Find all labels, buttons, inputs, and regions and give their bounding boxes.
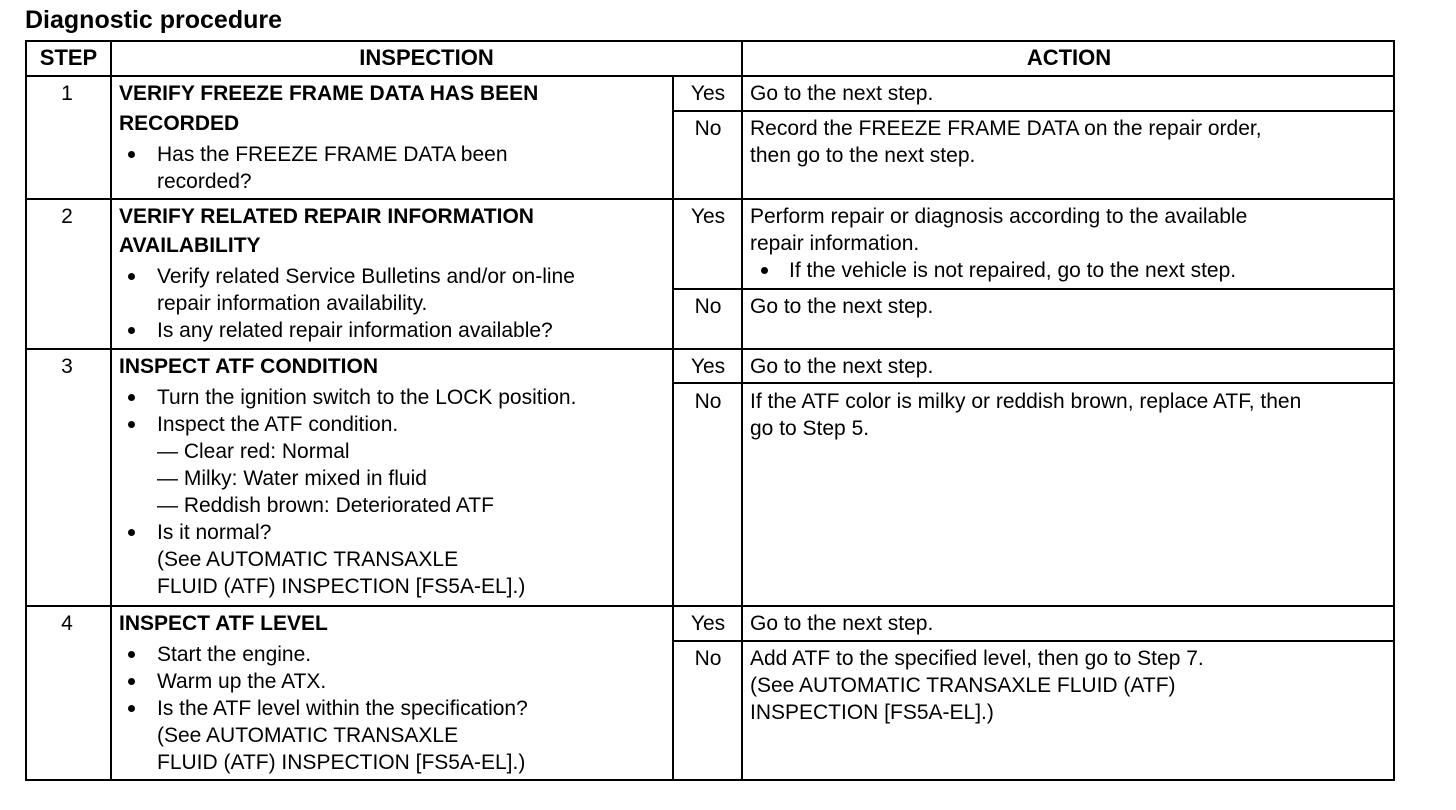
inspection-text: Warm up the ATX. xyxy=(157,670,327,693)
inspection-text: Has the FREEZE FRAME DATA been xyxy=(157,143,508,166)
step-number: 4 xyxy=(61,612,73,635)
divider xyxy=(672,382,1395,384)
inspection-text: Is it normal? xyxy=(157,521,272,544)
inspection-text: Inspect the ATF condition. xyxy=(157,413,399,436)
action-text: If the vehicle is not repaired, go to the next step. xyxy=(789,259,1237,282)
divider xyxy=(25,348,1395,350)
action-text: go to Step 5. xyxy=(750,417,870,440)
step-number: 2 xyxy=(61,205,73,228)
step-number: 3 xyxy=(61,355,73,378)
inspection-text: Is the ATF level within the specification? xyxy=(157,697,528,720)
action-text: repair information. xyxy=(750,232,920,255)
divider xyxy=(110,40,112,781)
divider xyxy=(25,75,1395,77)
yes-label: Yes xyxy=(690,612,726,635)
step-title: RECORDED xyxy=(119,112,240,135)
inspection-text: Verify related Service Bulletins and/or on-line xyxy=(157,265,575,288)
action-text: then go to the next step. xyxy=(750,144,976,167)
no-label: No xyxy=(694,390,722,413)
bullet-icon xyxy=(128,327,135,334)
divider xyxy=(25,198,1395,200)
action-text: Go to the next step. xyxy=(750,355,934,378)
bullet-icon xyxy=(128,705,135,712)
header-step: STEP xyxy=(39,45,98,70)
inspection-text: repair information availability. xyxy=(157,292,428,315)
divider xyxy=(672,76,674,781)
yes-label: Yes xyxy=(690,82,726,105)
inspection-text: — Reddish brown: Deteriorated ATF xyxy=(157,494,494,517)
bullet-icon xyxy=(128,151,135,158)
action-text: (See AUTOMATIC TRANSAXLE FLUID (ATF) xyxy=(750,674,1176,697)
divider xyxy=(672,640,1395,642)
action-text: Go to the next step. xyxy=(750,295,934,318)
inspection-text: FLUID (ATF) INSPECTION [FS5A-EL].) xyxy=(157,575,526,598)
inspection-text: — Milky: Water mixed in fluid xyxy=(157,467,427,490)
action-text: Add ATF to the specified level, then go to Step 7. xyxy=(750,647,1204,670)
action-text: Go to the next step. xyxy=(750,612,934,635)
step-title: INSPECT ATF LEVEL xyxy=(119,612,328,635)
bullet-icon xyxy=(761,267,768,274)
step-title: INSPECT ATF CONDITION xyxy=(119,355,378,378)
step-title: AVAILABILITY xyxy=(119,234,261,257)
no-label: No xyxy=(694,117,722,140)
step-title: VERIFY FREEZE FRAME DATA HAS BEEN xyxy=(119,82,539,105)
yes-label: Yes xyxy=(690,355,726,378)
divider xyxy=(672,110,1395,112)
no-label: No xyxy=(694,295,722,318)
bullet-icon xyxy=(128,529,135,536)
action-text: Perform repair or diagnosis according to the available xyxy=(750,205,1248,228)
inspection-text: — Clear red: Normal xyxy=(157,440,350,463)
inspection-text: (See AUTOMATIC TRANSAXLE xyxy=(157,548,459,571)
yes-label: Yes xyxy=(690,205,726,228)
inspection-text: (See AUTOMATIC TRANSAXLE xyxy=(157,724,459,747)
step-number: 1 xyxy=(61,82,73,105)
action-text: Record the FREEZE FRAME DATA on the repair order, xyxy=(750,117,1262,140)
action-text: INSPECTION [FS5A-EL].) xyxy=(750,701,994,724)
action-text: Go to the next step. xyxy=(750,82,934,105)
bullet-icon xyxy=(128,651,135,658)
inspection-text: Start the engine. xyxy=(157,643,312,666)
inspection-text: Is any related repair information available? xyxy=(157,319,553,342)
header-action: ACTION xyxy=(1026,45,1112,70)
header-inspection: INSPECTION xyxy=(359,45,494,70)
divider xyxy=(672,288,1395,290)
inspection-text: Turn the ignition switch to the LOCK position. xyxy=(157,386,577,409)
page-title: Diagnostic procedure xyxy=(25,6,282,34)
bullet-icon xyxy=(128,678,135,685)
inspection-text: FLUID (ATF) INSPECTION [FS5A-EL].) xyxy=(157,751,526,774)
action-text: If the ATF color is milky or reddish brown, replace ATF, then xyxy=(750,390,1302,413)
step-title: VERIFY RELATED REPAIR INFORMATION xyxy=(119,205,534,228)
no-label: No xyxy=(694,647,722,670)
bullet-icon xyxy=(128,394,135,401)
bullet-icon xyxy=(128,273,135,280)
inspection-text: recorded? xyxy=(157,170,252,193)
divider xyxy=(25,605,1395,607)
bullet-icon xyxy=(128,421,135,428)
